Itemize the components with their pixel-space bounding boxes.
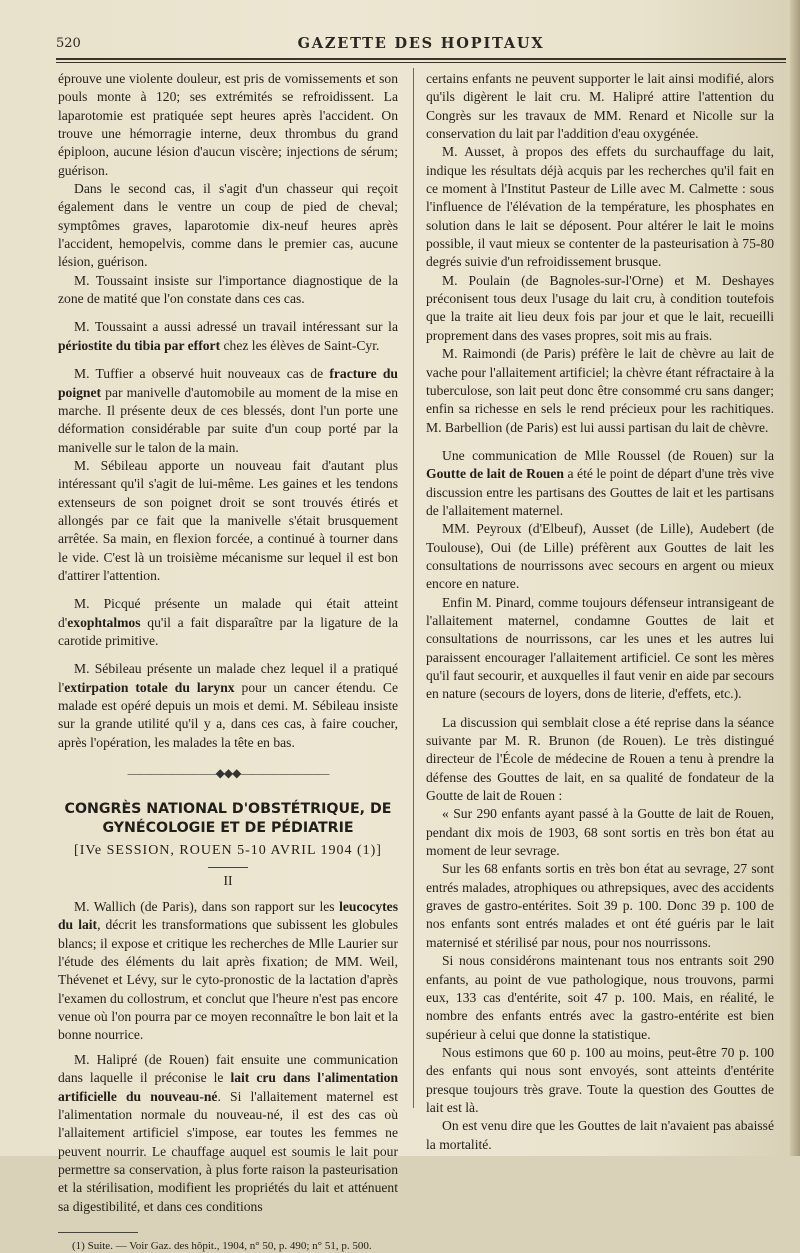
footnote: (1) Suite. — Voir Gaz. des hôpit., 1904, n° 50, p. 490; n° 51, p. 500. xyxy=(72,1239,372,1252)
paragraph: certains enfants ne peuvent supporter le lait ainsi modifié, alors qu'ils digèrent le lait cru. M. Halipré attire l'attention du Congrès sur les travaux de MM. Renard et Nicolle sur la conservation du lait par l'addition d'eau oxygénée. xyxy=(426,71,774,142)
paragraph: On est venu dire que les Gouttes de lait n'avaient pas abaissé la mortalité. xyxy=(426,1118,774,1152)
paragraph: M. Toussaint insiste sur l'importance diagnostique de la zone de matité que l'on constate dans ces cas. xyxy=(58,272,398,307)
paragraph: Enfin M. Pinard, comme toujours défenseur intransigeant de l'allaitement maternel, condamne Gouttes de lait et consultations de nourrissons, car les unes et les autres lui paraissent encourager l'allaitement artificiel. Ce sont les mères qu'il faut secourir, et auxquelles il faut venir en aide par secours en nature (secours de loyers, dons de literie, d'effets, etc.). xyxy=(426,594,774,702)
section-part-number: II xyxy=(223,872,233,888)
paragraph: éprouve une violente douleur, est pris de vomissements et son pouls monte à 120; ses extrémités se refroidissent. La laparotomie est pratiquée sept heures après l'accident. On trouve une hémorragie interne, deux thrombus du grand épiploon, aucune lésion d'aucun viscère; injections de sérum; guérison. xyxy=(58,71,398,178)
paragraph: M. Wallich (de Paris), dans son rapport sur les leucocytes du lait, décrit les transformations que subissent les globules blancs; il expose et critique les recherches de Mlle Laurier sur l'étude des éléments du lait après fixation; de MM. Weil, Thévenet et Lévy, sur le cyto-pronostic de la lactation d'après l'examen du collostrum, et conclut que l'heure n'est pas encore venue où l'on pourra par ce moyen reconnaître le bon lait et la bonne nourrice. xyxy=(58,899,398,1043)
paragraph: La discussion qui semblait close a été reprise dans la séance suivante par M. R. Brunon (de Rouen). Le très distingué directeur de l'École de médecine de Rouen a tenu à prendre la défense des Gouttes de lait, en sa qualité de fondateur de la Goutte de lait de Rouen : xyxy=(426,714,774,804)
paragraph: MM. Peyroux (d'Elbeuf), Ausset (de Lille), Audebert (de Toulouse), Oui (de Lille) préfèrent aux Gouttes de lait les consultations de nourrissons avec secours en argent ou mieux encore en nature. xyxy=(426,521,774,592)
section-title: CONGRÈS NATIONAL D'OBSTÉTRIQUE, DE GYNÉCOLOGIE ET DE PÉDIATRIE xyxy=(64,801,392,837)
left-column xyxy=(58,70,398,1253)
journal-title: GAZETTE DES HOPITAUX xyxy=(297,35,545,52)
section-ornament: ————————◆◆◆———————— xyxy=(127,766,329,781)
paragraph: Dans le second cas, il s'agit d'un chasseur qui reçoit également dans le ventre un coup de pied de cheval; symptômes graves, laparotomie dix-neuf heures après l'accident, hemopelvis, comme dans le premier cas, aucune lésion, guérison. xyxy=(58,181,398,270)
section-subtitle: [IVe SESSION, ROUEN 5-10 AVRIL 1904 (1)] xyxy=(74,843,382,859)
paragraph: M. Halipré (de Rouen) fait ensuite une communication dans laquelle il préconise le lait cru dans l'alimentation artificielle du nouveau-né. Si l'allaitement maternel est l'alimentation normale du nouveau-né, il est des cas où l'allaitement artificiel s'impose, ear toutes les femmes ne peuvent nourrir. Le chauffage auquel est soumis le lait pour permettre sa conservation, à plus forte raison la pasteurisation et la stérilisation, modifient les propriétés du lait et atténuent sa digestibilité, et dans ces conditions xyxy=(58,1051,399,1214)
paragraph: M. Picqué présente un malade qui était atteint d'exophtalmos qu'il a fait disparaître par la ligature de la carotide primitive. xyxy=(58,596,398,648)
paragraph: M. Tuffier a observé huit nouveaux cas de fracture du poignet par manivelle d'automobile au moment de la mise en marche. Il présente deux de ces blessés, dont l'un porte une déformation considérable par suite d'un coup porté par la manivelle sur le talon de la main. xyxy=(58,366,398,455)
paragraph: Sur les 68 enfants sortis en très bon état au sevrage, 27 sont entrés malades, atrophiques ou athrepsiques, avec des accidents graves de gastro-entérites. Soit 39 p. 100. Donc 39 p. 100 de nos enfants sont entrés malades et ont été guéris par le lait maternisé et stérilisé par nous, pour nos nourrissons. xyxy=(426,861,774,950)
paragraph: M. Toussaint a aussi adressé un travail intéressant sur la périostite du tibia par effort chez les élèves de Saint-Cyr. xyxy=(58,319,398,353)
paragraph: M. Poulain (de Bagnoles-sur-l'Orne) et M. Deshayes préconisent tous deux l'usage du lait cru, à condition toutefois que la traite ait lieu deux fois par jour et que le lait, recueilli proprement dans des vases propres, soit mis au frais. xyxy=(426,272,774,343)
paragraph: Une communication de Mlle Roussel (de Rouen) sur la Goutte de lait de Rouen a été le point de départ d'une très vive discussion entre les partisans des Gouttes de lait et les partisans de l'allaitement maternel. xyxy=(426,447,774,518)
paragraph: M. Sébileau apporte un nouveau fait d'autant plus intéressant qu'il s'agit de lui-même. Les gaines et les tendons extenseurs de son poignet droit se sont trouvés étirés et allongés par ce fait que la manivelle s'était brusquement arrêtée. Sa main, en flexion forcée, a continué à tourner dans le vide. C'est là un troisième mécanisme sur lequel il est bon d'attirer l'attention. xyxy=(58,457,398,583)
paragraph: Si nous considérons maintenant tous nos entrants soit 290 enfants, au point de vue pathologique, nous trouvons, parmi eux, 133 cas d'entérite, soit 47 p. 100. Mais, en réalité, le nombre des enfants entrés avec la gastro-entérite est bien supérieur à celui que donne la statistique. xyxy=(426,953,774,1042)
paragraph: « Sur 290 enfants ayant passé à la Goutte de lait de Rouen, pendant dix mois de 1903, 68 sont sortis en très bon état au moment de leur sevrage. xyxy=(426,806,774,859)
paragraph: M. Raimondi (de Paris) préfère le lait de chèvre au lait de vache pour l'allaitement artificiel; la chèvre étant réfractaire à la tuberculose, son lait peut donc être consommé cru sans danger; enfin sa richesse en sels le rend précieux pour les rachitiques. M. Barbellion (de Paris) est lui aussi partisan du lait de chèvre. xyxy=(426,346,774,435)
paragraph: M. Ausset, à propos des effets du surchauffage du lait, indique les résultats déjà acquis par les recherches qu'il fait en ce moment à l'Institut Pasteur de Lille avec M. Calmette : sous l'influence de l'élévation de la température, les phosphates en solution dans le lait se déposent. Pour altérer le lait le moins possible, il vaut mieux se contenter de la pasteurisation à 75-80 degrés suivie d'un refroidissement brusque. xyxy=(426,144,774,270)
column-divider xyxy=(413,68,414,1108)
header-rule xyxy=(56,58,786,60)
right-column xyxy=(426,70,774,1154)
page-binding-edge xyxy=(790,0,800,1156)
header-rule-thin xyxy=(56,62,786,63)
short-rule xyxy=(208,867,248,868)
footnote-rule xyxy=(58,1232,138,1233)
paragraph: Nous estimons que 60 p. 100 au moins, peut-être 70 p. 100 des enfants qui nous sont envoyés, sont atteints d'entérite presque toujours très grave. Toute la question des Gouttes de lait est là. xyxy=(426,1044,774,1115)
running-header xyxy=(56,34,786,56)
paragraph: M. Sébileau présente un malade chez lequel il a pratiqué l'extirpation totale du larynx pour un cancer étendu. Ce malade est opéré depuis un mois et demi. M. Sébileau insiste sur la grande utilité qu'il y a, dans ces cas, à faire coucher, après l'opération, les malades la tête en bas. xyxy=(58,661,398,750)
page-number: 520 xyxy=(56,36,81,51)
